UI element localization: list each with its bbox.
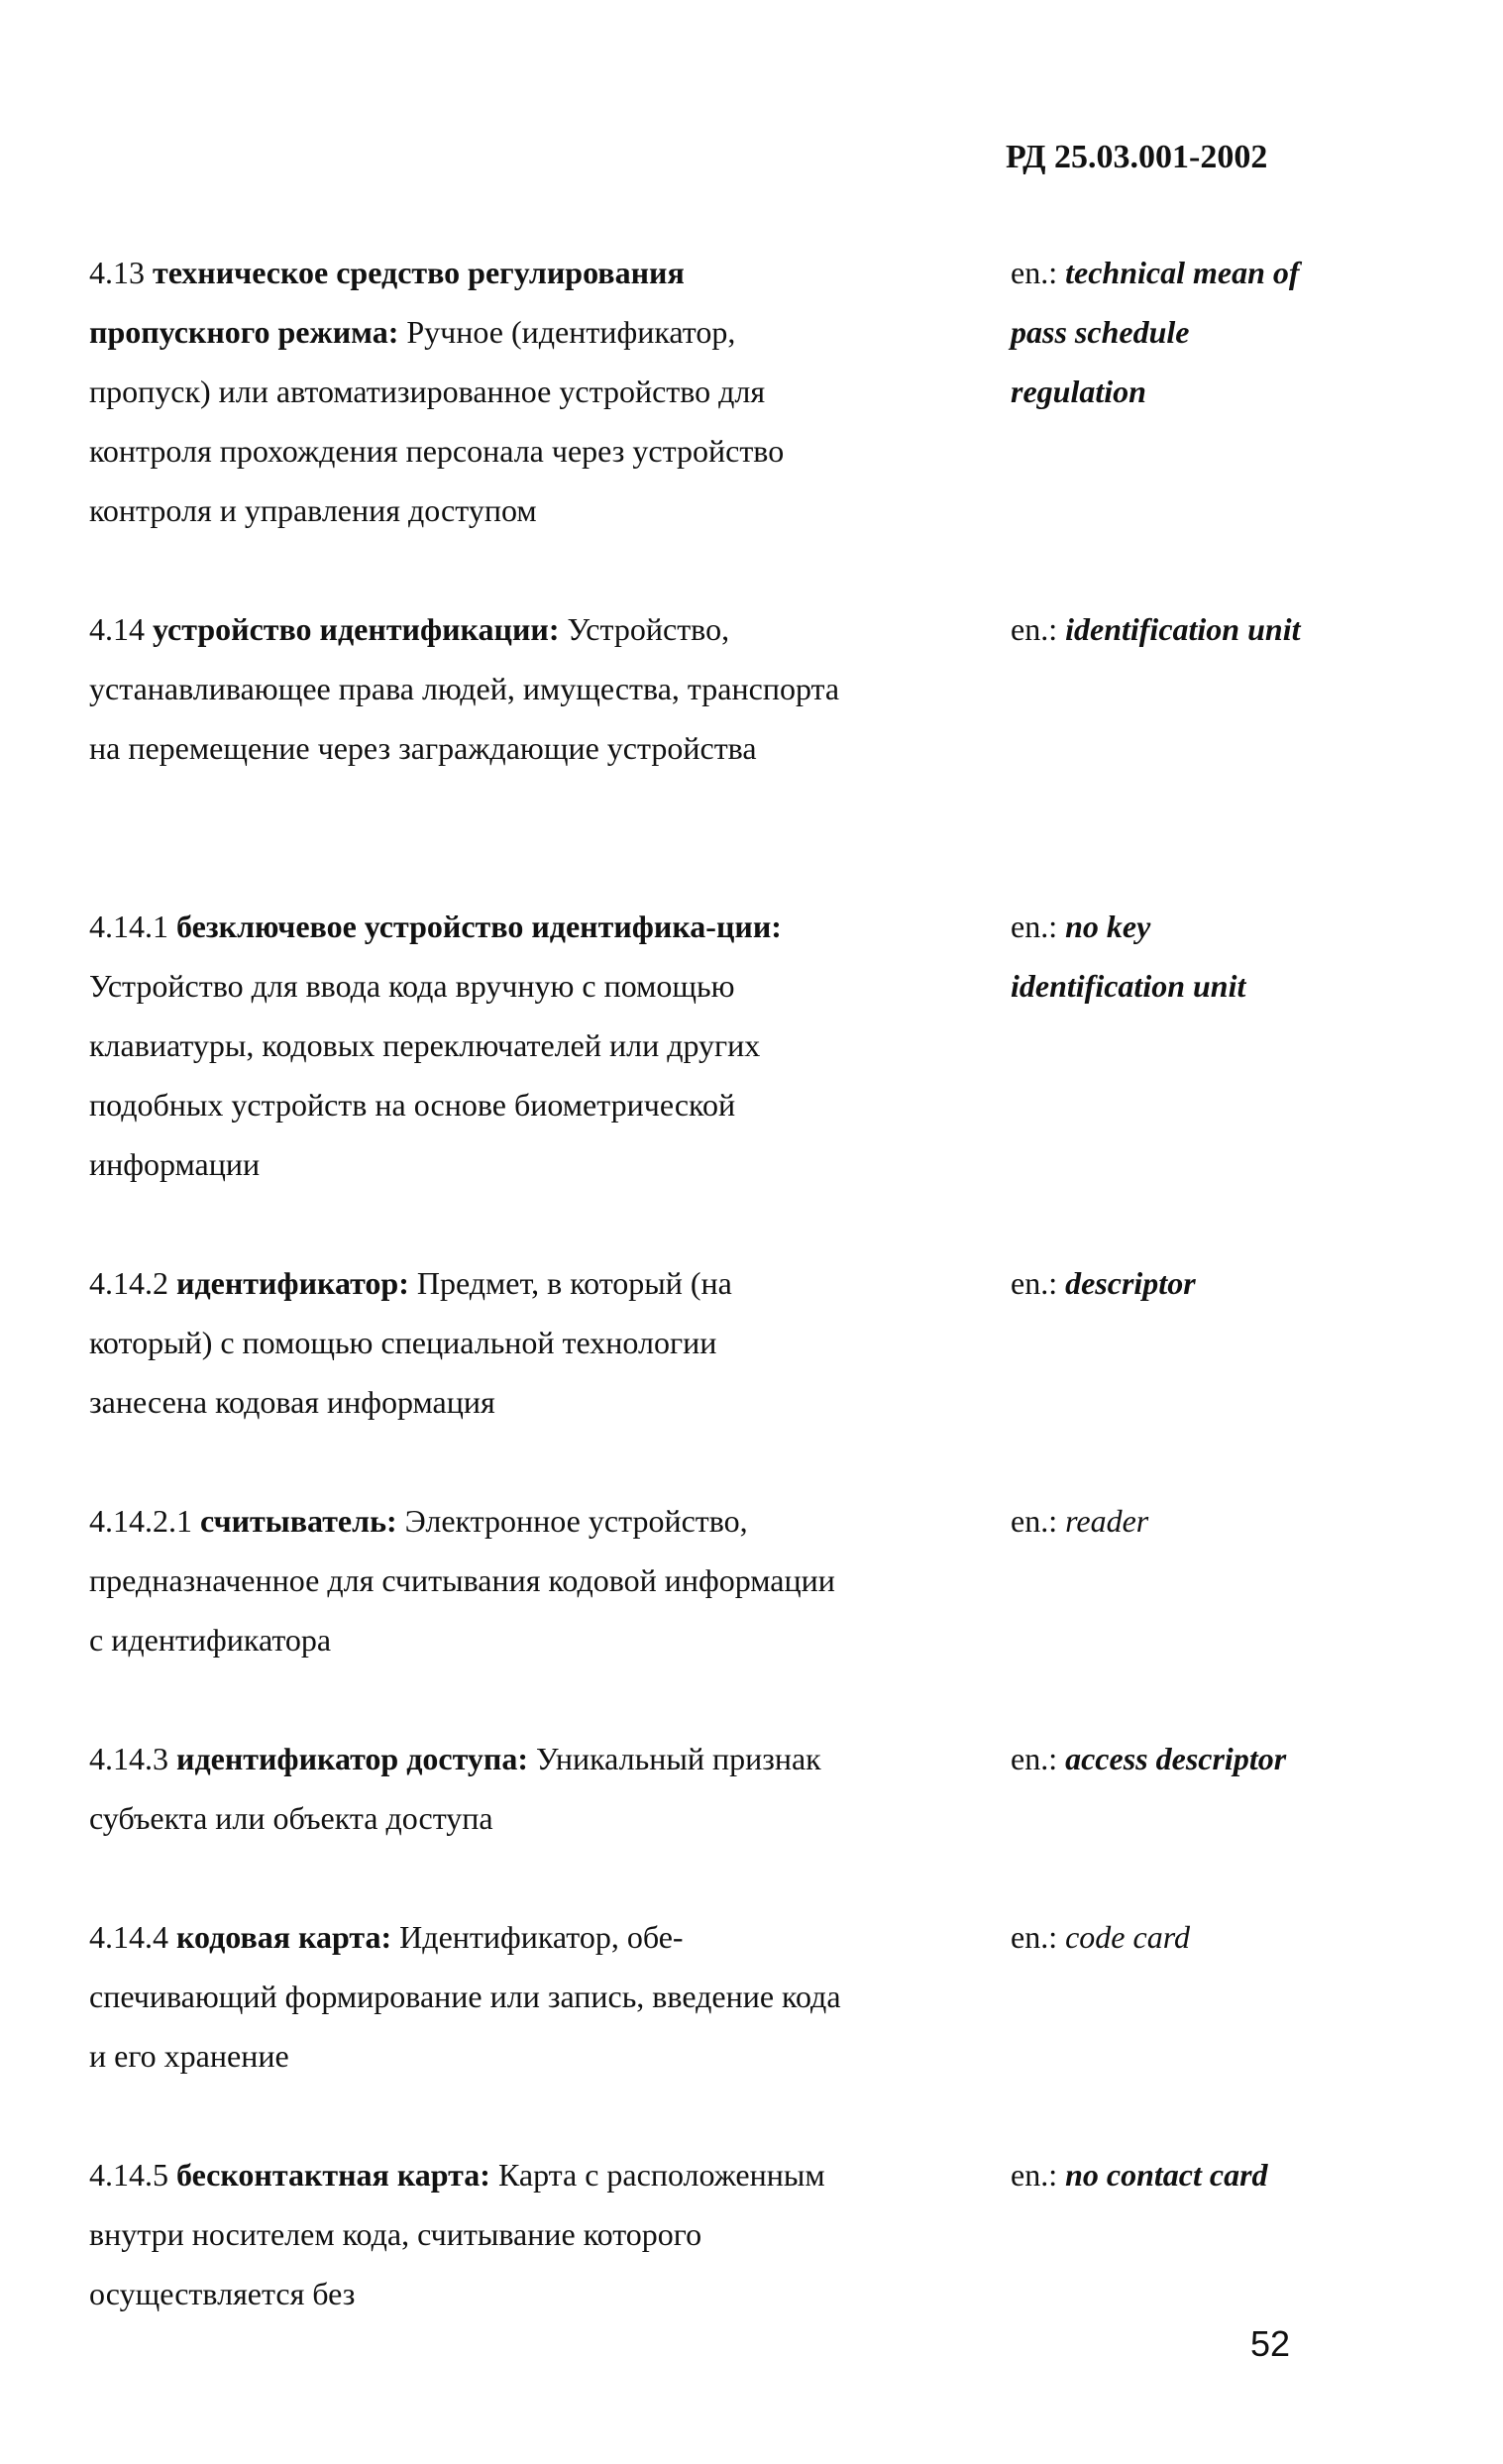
- term-entry-4-14-3: [89, 1729, 842, 1848]
- page-number: 52: [1250, 2323, 1291, 2364]
- term-number: 4.14.3: [89, 1741, 168, 1776]
- term-name: идентификатор:: [176, 1265, 409, 1301]
- english-equivalent-4-14-3: [1011, 1729, 1308, 1788]
- term-number: 4.14.2.1: [89, 1503, 192, 1539]
- en-label: en.:: [1011, 255, 1058, 290]
- term-entry-4-14-2: [89, 1253, 842, 1432]
- term-definition: Идентификатор, обе-спечивающий формирование или запись, введение кода и его хранение: [89, 1919, 841, 2074]
- term-name: кодовая карта:: [176, 1919, 392, 1955]
- en-label: en.:: [1011, 1919, 1058, 1955]
- english-equivalent-4-14-2-1: [1011, 1491, 1308, 1551]
- term-entry-4-14-5: [89, 2145, 842, 2323]
- en-term: reader: [1065, 1503, 1149, 1539]
- english-equivalent-4-13: [1011, 243, 1308, 421]
- document-code: РД 25.03.001-2002: [1006, 139, 1268, 175]
- english-equivalent-4-14: [1011, 599, 1308, 659]
- english-equivalent-4-14-2: [1011, 1253, 1308, 1313]
- en-label: en.:: [1011, 909, 1058, 944]
- en-label: en.:: [1011, 611, 1058, 647]
- en-term: identification unit: [1065, 611, 1301, 647]
- term-definition: Ручное (идентификатор, пропуск) или автоматизированное устройство для контроля прохождения персонала через устройство контроля и управления доступом: [89, 314, 785, 528]
- en-label: en.:: [1011, 2157, 1058, 2193]
- term-name: безключевое устройство идентифика-ции:: [176, 909, 782, 944]
- term-entry-4-13: [89, 243, 842, 540]
- english-equivalent-4-14-4: [1011, 1907, 1308, 1967]
- english-equivalent-4-14-1: [1011, 897, 1308, 1016]
- en-term: no contact card: [1065, 2157, 1268, 2193]
- term-definition: Уникальный признак субъекта или объекта доступа: [89, 1741, 821, 1836]
- english-equivalent-4-14-5: [1011, 2145, 1308, 2204]
- en-label: en.:: [1011, 1265, 1058, 1301]
- en-label: en.:: [1011, 1503, 1058, 1539]
- term-number: 4.13: [89, 255, 145, 290]
- term-definition: Устройство для ввода кода вручную с помощью клавиатуры, кодовых переключателей или других подобных устройств на основе биометрической информации: [89, 968, 761, 1182]
- term-entry-4-14: [89, 599, 842, 778]
- term-definition: Карта с расположенным внутри носителем кода, считывание которого осуществляется без: [89, 2157, 825, 2311]
- en-term: access descriptor: [1065, 1741, 1287, 1776]
- term-entry-4-14-2-1: [89, 1491, 842, 1669]
- term-number: 4.14.4: [89, 1919, 168, 1955]
- en-term: technical mean of pass schedule regulation: [1011, 255, 1300, 409]
- term-definition: Устройство, устанавливающее права людей, имущества, транспорта на перемещение через заграждающие устройства: [89, 611, 840, 766]
- term-number: 4.14.2: [89, 1265, 168, 1301]
- term-entry-4-14-1: [89, 897, 842, 1194]
- term-definition: Предмет, в который (на который) с помощью специальной технологии занесена кодовая информация: [89, 1265, 732, 1420]
- term-entry-4-14-4: [89, 1907, 842, 2086]
- term-name: считыватель:: [200, 1503, 397, 1539]
- term-number: 4.14.1: [89, 909, 168, 944]
- term-definition: Электронное устройство, предназначенное для считывания кодовой информации с идентификатора: [89, 1503, 835, 1658]
- en-term: descriptor: [1065, 1265, 1196, 1301]
- term-name: идентификатор доступа:: [176, 1741, 528, 1776]
- en-label: en.:: [1011, 1741, 1058, 1776]
- term-number: 4.14.5: [89, 2157, 168, 2193]
- en-term: code card: [1065, 1919, 1190, 1955]
- term-number: 4.14: [89, 611, 145, 647]
- en-term: no key identification unit: [1011, 909, 1246, 1004]
- term-name: устройство идентификации:: [153, 611, 560, 647]
- term-name: техническое средство регулирования пропускного режима:: [89, 255, 685, 350]
- term-name: бесконтактная карта:: [176, 2157, 490, 2193]
